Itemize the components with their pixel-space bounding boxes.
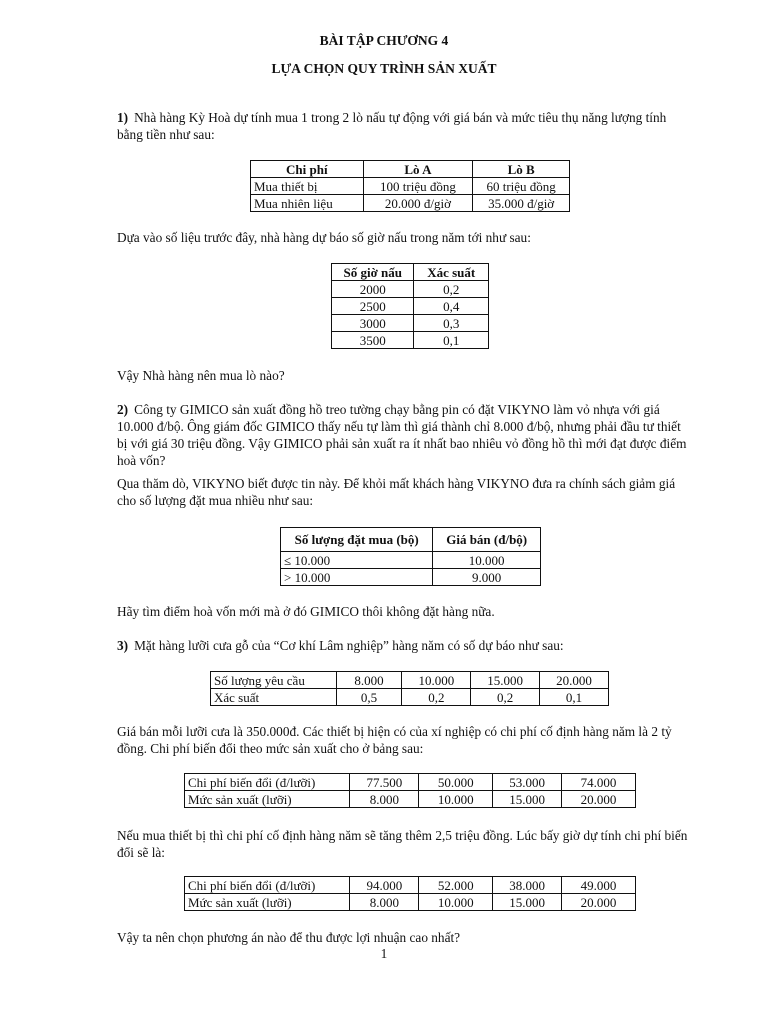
table-row	[251, 195, 570, 212]
table-row	[332, 298, 489, 315]
demand-forecast-table	[210, 671, 609, 706]
question-2-text	[117, 401, 692, 469]
table-cell: 0,1	[414, 332, 489, 349]
table-cell: 8.000	[350, 791, 419, 808]
question-3-question: Vậy ta nên chọn phương án nào để thu được lợi nhuận cao nhất?	[117, 930, 461, 945]
table-cell: > 10.000	[281, 569, 433, 586]
table-cell: Mua thiết bị	[251, 178, 364, 195]
furnace-cost-table	[250, 160, 570, 212]
table-cell: 50.000	[419, 774, 493, 791]
question-3-text-3: Nếu mua thiết bị thì chi phí cố định hàng năm sẽ tăng thêm 2,5 triệu đồng. Lúc bấy giờ dự tính chi phí biến đổi sẽ là:	[117, 828, 688, 860]
table-cell: 20.000 đ/giờ	[363, 195, 473, 212]
table-row	[281, 552, 541, 569]
table-row	[185, 894, 636, 911]
table-cell: 0,5	[336, 689, 402, 706]
question-3-text-2: Giá bán mỗi lưỡi cưa là 350.000đ. Các thiết bị hiện có của xí nghiệp có chi phí cố định hàng năm là 2 tỷ đồng. Chi phí biến đổi theo mức sản xuất cho ở bảng sau:	[117, 724, 672, 756]
table-header: Chi phí	[251, 161, 364, 178]
table-cell: 15.000	[493, 791, 562, 808]
table-cell: 9.000	[433, 569, 541, 586]
table-header: Lò A	[363, 161, 473, 178]
question-2-question: Hãy tìm điểm hoà vốn mới mà ở đó GIMICO thôi không đặt hàng nữa.	[117, 604, 495, 619]
discount-table	[280, 527, 541, 586]
variable-cost-table-current	[184, 773, 636, 808]
table-cell: 8.000	[336, 672, 402, 689]
page-title: BÀI TẬP CHƯƠNG 4	[319, 33, 449, 48]
table-cell: 60 triệu đồng	[473, 178, 570, 195]
table-cell: 0,3	[414, 315, 489, 332]
table-header: Số giờ nấu	[332, 264, 414, 281]
table-cell: 0,2	[414, 281, 489, 298]
table-cell: 15.000	[493, 894, 562, 911]
table-cell: 52.000	[419, 877, 493, 894]
question-3-number: 3)	[117, 638, 129, 653]
table-cell: 38.000	[493, 877, 562, 894]
table-header: Lò B	[473, 161, 570, 178]
table-row	[185, 791, 636, 808]
question-2-text-2: Qua thăm dò, VIKYNO biết được tin này. Để khỏi mất khách hàng VIKYNO đưa ra chính sách giảm giá cho số lượng đặt mua nhiều như sau:	[117, 476, 676, 508]
table-row	[332, 281, 489, 298]
table-row	[211, 689, 609, 706]
table-header: Xác suất	[414, 264, 489, 281]
table-cell: 10.000	[402, 672, 471, 689]
table-cell: Mức sản xuất (lưỡi)	[185, 894, 350, 911]
table-cell: 74.000	[562, 774, 636, 791]
table-cell: Số lượng yêu cầu	[211, 672, 337, 689]
question-2-number: 2)	[117, 402, 129, 417]
table-row	[185, 774, 636, 791]
question-1-body: Nhà hàng Kỳ Hoà dự tính mua 1 trong 2 lò nấu tự động với giá bán và mức tiêu thụ năng lượng tính bằng tiền như sau:	[117, 110, 667, 142]
table-header: Số lượng đặt mua (bộ)	[281, 528, 433, 552]
table-cell: 10.000	[433, 552, 541, 569]
question-1-text-2: Dựa vào số liệu trước đây, nhà hàng dự báo số giờ nấu trong năm tới như sau:	[117, 230, 531, 245]
table-cell: Chi phí biến đổi (đ/lưỡi)	[185, 774, 350, 791]
variable-cost-table-new	[184, 876, 636, 911]
table-cell: 2500	[332, 298, 414, 315]
table-cell: Mua nhiên liệu	[251, 195, 364, 212]
question-1-question: Vậy Nhà hàng nên mua lò nào?	[117, 368, 285, 383]
table-cell: 10.000	[419, 894, 493, 911]
table-cell: Xác suất	[211, 689, 337, 706]
table-row	[185, 877, 636, 894]
question-2-body: Công ty GIMICO sản xuất đồng hồ treo tường chạy bằng pin có đặt VIKYNO làm vỏ nhựa với giá 10.000 đ/bộ. Ông giám đốc GIMICO thấy nếu tự làm thì giá thành chỉ 8.000 đ/bộ, nhưng phải đầu tư thiết bị với giá 30 triệu đồng. Vậy GIMICO phải sản xuất ra ít nhất bao nhiêu vỏ đồng hồ thì mới đạt được điểm hoà vốn?	[117, 402, 687, 468]
table-cell: 20.000	[562, 894, 636, 911]
question-3-text	[117, 637, 692, 654]
table-cell: 0,1	[540, 689, 609, 706]
table-cell: 35.000 đ/giờ	[473, 195, 570, 212]
table-cell: Mức sản xuất (lưỡi)	[185, 791, 350, 808]
table-cell: 100 triệu đồng	[363, 178, 473, 195]
table-cell: 94.000	[350, 877, 419, 894]
table-cell: 77.500	[350, 774, 419, 791]
table-row	[251, 178, 570, 195]
table-cell: 8.000	[350, 894, 419, 911]
table-cell: 53.000	[493, 774, 562, 791]
table-cell: 3000	[332, 315, 414, 332]
question-1-number: 1)	[117, 110, 129, 125]
table-cell: 0,2	[402, 689, 471, 706]
cooking-hours-table	[331, 263, 489, 349]
question-1-text	[117, 109, 692, 143]
page-number: 1	[380, 946, 388, 961]
table-cell: 10.000	[419, 791, 493, 808]
table-cell: Chi phí biến đổi (đ/lưỡi)	[185, 877, 350, 894]
table-cell: 20.000	[540, 672, 609, 689]
table-cell: 49.000	[562, 877, 636, 894]
table-row	[211, 672, 609, 689]
table-cell: 20.000	[562, 791, 636, 808]
table-row	[281, 569, 541, 586]
table-cell: 15.000	[471, 672, 540, 689]
table-cell: 3500	[332, 332, 414, 349]
table-cell: ≤ 10.000	[281, 552, 433, 569]
table-cell: 2000	[332, 281, 414, 298]
table-row	[332, 315, 489, 332]
table-cell: 0,4	[414, 298, 489, 315]
table-row	[332, 332, 489, 349]
page-subtitle: LỰA CHỌN QUY TRÌNH SẢN XUẤT	[271, 61, 497, 76]
question-3-body: Mặt hàng lưỡi cưa gỗ của “Cơ khí Lâm nghiệp” hàng năm có số dự báo như sau:	[134, 638, 564, 653]
table-header: Giá bán (đ/bộ)	[433, 528, 541, 552]
table-cell: 0,2	[471, 689, 540, 706]
